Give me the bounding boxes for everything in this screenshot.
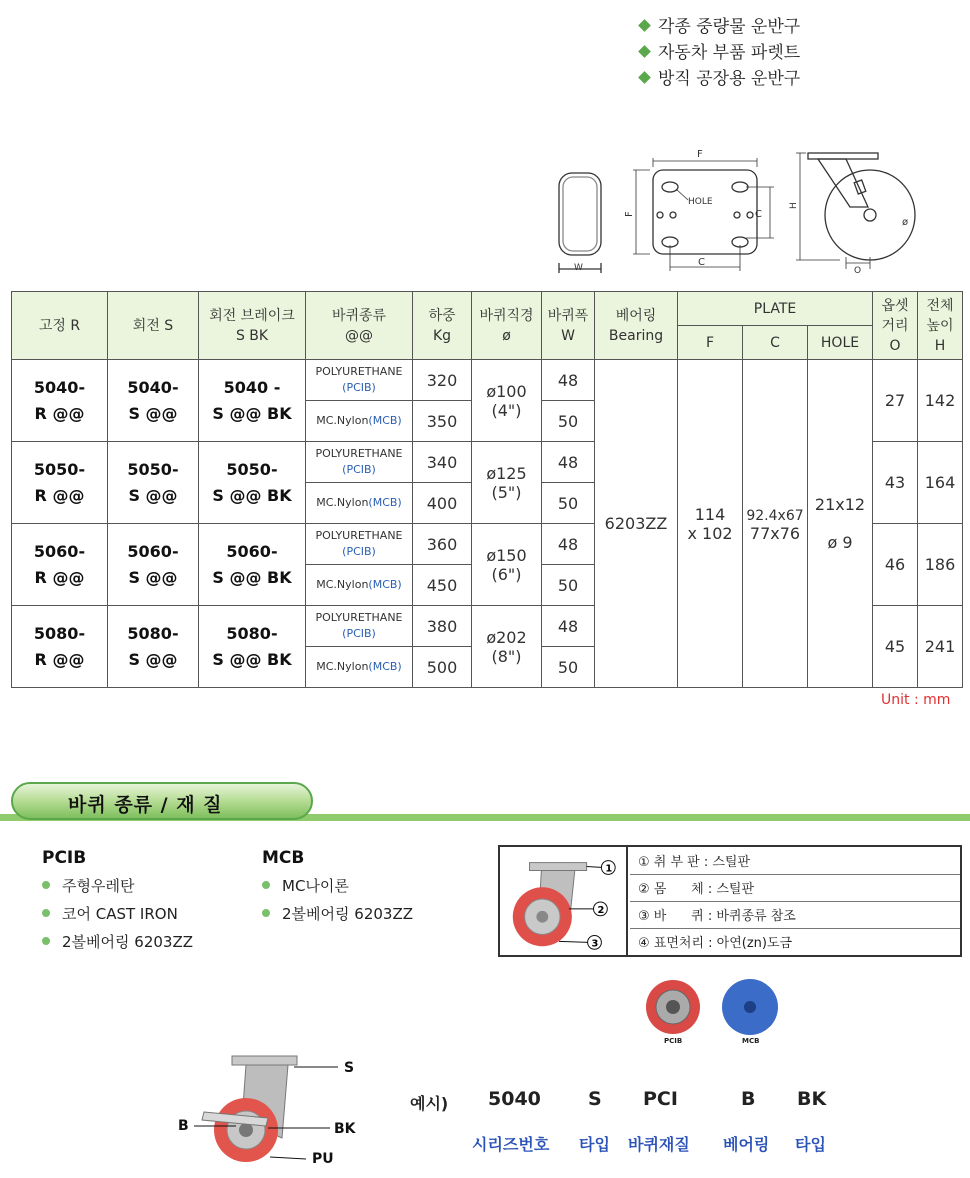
header-plate-c: C: [743, 326, 808, 360]
pcib-wheel-caption: PCIB: [664, 1037, 683, 1045]
width-value: 50: [542, 483, 595, 524]
example-label-series: 시리즈번호: [472, 1135, 550, 1154]
wheel-type-mc: MC.Nylon(MCB): [306, 565, 413, 606]
offset-value: 45: [873, 606, 918, 688]
model-brake: 5060- S @@ BK: [199, 524, 306, 606]
application-item: 각종 중량물 운반구: [640, 14, 800, 40]
wheel-type-mc: MC.Nylon(MCB): [306, 647, 413, 688]
load-value: 340: [413, 442, 472, 483]
list-item: 2볼베어링 6203ZZ: [42, 928, 193, 956]
wheel-front-view: [559, 173, 601, 273]
header-fixed: 고정 R: [12, 292, 108, 360]
width-value: 50: [542, 647, 595, 688]
table-row: ① 취 부 판 : 스틸판: [630, 847, 960, 874]
application-item: 방직 공장용 운반구: [640, 66, 800, 92]
model-brake: 5080- S @@ BK: [199, 606, 306, 688]
height-value: 142: [918, 360, 963, 442]
parts-spec-box: [498, 845, 962, 957]
offset-value: 46: [873, 524, 918, 606]
offset-value: 43: [873, 442, 918, 524]
application-item: 자동차 부품 파렛트: [640, 40, 800, 66]
caster-parts-illustration: [500, 847, 628, 955]
dim-diameter-label: ø: [902, 217, 909, 228]
brake-caster-illustration: [170, 1050, 370, 1175]
example-code-bearing: B: [741, 1088, 756, 1110]
list-item: 코어 CAST IRON: [42, 900, 193, 928]
example-label-brake-type: 타입: [795, 1135, 826, 1154]
example-prefix: 예시): [410, 1094, 449, 1113]
plate-c-value: 92.4x67 77x76: [743, 360, 808, 688]
wheel-type-pu: POLYURETHANE (PCIB): [306, 360, 413, 401]
caster-side-view: [796, 153, 915, 269]
example-code-material: PCI: [643, 1088, 678, 1110]
wheel-type-mc: MC.Nylon(MCB): [306, 401, 413, 442]
pcib-wheel-image: [646, 980, 700, 1034]
part-marker-1: 1: [605, 863, 613, 875]
load-value: 500: [413, 647, 472, 688]
dim-o-label: O: [854, 266, 862, 276]
diameter-value: ø125 (5"): [472, 442, 542, 524]
dim-c-bottom-label: C: [698, 257, 705, 268]
table-row: ④ 표면처리 : 아연(zn)도금: [638, 936, 793, 952]
model-fixed: 5080- R @@: [12, 606, 108, 688]
list-item: 2볼베어링 6203ZZ: [262, 900, 413, 928]
diameter-value: ø100 (4"): [472, 360, 542, 442]
dot-bullet-icon: [262, 909, 270, 917]
model-fixed: 5060- R @@: [12, 524, 108, 606]
dot-bullet-icon: [42, 937, 50, 945]
model-fixed: 5040- R @@: [12, 360, 108, 442]
part-marker-3: 3: [591, 938, 599, 950]
load-value: 380: [413, 606, 472, 647]
height-value: 241: [918, 606, 963, 688]
wheel-type-mc: MC.Nylon(MCB): [306, 483, 413, 524]
header-row: [12, 292, 963, 326]
diamond-bullet-icon: [638, 45, 651, 58]
load-value: 450: [413, 565, 472, 606]
bearing-value: 6203ZZ: [595, 360, 678, 688]
model-swivel: 5060- S @@: [108, 524, 199, 606]
spec-table: [11, 291, 963, 688]
section-title: 바퀴 종류 / 재 질: [68, 794, 223, 816]
pcib-title: PCIB: [42, 848, 87, 868]
callout-b: B: [178, 1118, 189, 1134]
width-value: 50: [542, 401, 595, 442]
table-row: ② 몸 체 : 스틸판: [630, 874, 960, 901]
diameter-value: ø202 (8"): [472, 606, 542, 688]
header-plate: PLATE: [678, 292, 873, 326]
callout-pu: PU: [312, 1151, 334, 1167]
callout-s: S: [344, 1060, 355, 1076]
dot-bullet-icon: [42, 909, 50, 917]
load-value: 400: [413, 483, 472, 524]
width-value: 48: [542, 442, 595, 483]
dim-h-label: H: [789, 202, 799, 209]
wheel-type-pu: POLYURETHANE (PCIB): [306, 524, 413, 565]
model-swivel: 5050- S @@: [108, 442, 199, 524]
load-value: 360: [413, 524, 472, 565]
application-list: [640, 14, 800, 92]
example-label-bearing: 베어링: [723, 1135, 770, 1154]
header-plate-hole: HOLE: [808, 326, 873, 360]
height-value: 164: [918, 442, 963, 524]
load-value: 350: [413, 401, 472, 442]
plate-hole-value: 21x12 ø 9: [808, 360, 873, 688]
dim-hole-label: HOLE: [688, 197, 713, 207]
plate-top-view: [633, 158, 774, 271]
dim-c-side-label: C: [755, 209, 762, 220]
parts-table: [630, 847, 960, 955]
width-value: 48: [542, 360, 595, 401]
offset-value: 27: [873, 360, 918, 442]
width-value: 50: [542, 565, 595, 606]
dim-f-top-label: F: [697, 149, 703, 160]
header-offset: 옵셋 거리 O: [873, 292, 918, 360]
height-value: 186: [918, 524, 963, 606]
table-row: [12, 360, 963, 401]
header-load: 하중 Kg: [413, 292, 472, 360]
dot-bullet-icon: [42, 881, 50, 889]
diamond-bullet-icon: [638, 19, 651, 32]
model-brake: 5050- S @@ BK: [199, 442, 306, 524]
list-item: 주형우레탄: [42, 872, 193, 900]
mcb-title: MCB: [262, 848, 305, 868]
example-label-material: 바퀴재질: [628, 1135, 690, 1154]
model-swivel: 5040- S @@: [108, 360, 199, 442]
header-plate-f: F: [678, 326, 743, 360]
wheel-type-pu: POLYURETHANE (PCIB): [306, 442, 413, 483]
example-code-type: S: [588, 1088, 602, 1110]
caster-dimension-drawing: [550, 145, 930, 280]
callout-bk: BK: [334, 1121, 356, 1137]
mcb-wheel-image: [722, 979, 778, 1035]
model-brake: 5040 - S @@ BK: [199, 360, 306, 442]
unit-note: Unit : mm: [881, 692, 951, 708]
width-value: 48: [542, 606, 595, 647]
header-bearing: 베어링 Bearing: [595, 292, 678, 360]
dim-f-side-label: F: [624, 211, 635, 217]
header-wheel-type: 바퀴종류 @@: [306, 292, 413, 360]
wheel-samples: [640, 975, 790, 1050]
plate-f-value: 114 x 102: [678, 360, 743, 688]
width-value: 48: [542, 524, 595, 565]
header-swivel: 회전 S: [108, 292, 199, 360]
example-code-series: 5040: [488, 1088, 541, 1110]
example-code-brake-type: BK: [797, 1088, 827, 1110]
table-row: ③ 바 퀴 : 바퀴종류 참조: [630, 901, 960, 928]
part-marker-2: 2: [597, 904, 605, 916]
mcb-wheel-caption: MCB: [742, 1037, 760, 1045]
diamond-bullet-icon: [638, 71, 651, 84]
model-swivel: 5080- S @@: [108, 606, 199, 688]
header-height: 전체 높이 H: [918, 292, 963, 360]
load-value: 320: [413, 360, 472, 401]
wheel-type-pu: POLYURETHANE (PCIB): [306, 606, 413, 647]
diameter-value: ø150 (6"): [472, 524, 542, 606]
header-diameter: 바퀴직경 ø: [472, 292, 542, 360]
example-label-type: 타입: [579, 1135, 610, 1154]
model-fixed: 5050- R @@: [12, 442, 108, 524]
header-width: 바퀴폭 W: [542, 292, 595, 360]
pcib-features: [42, 872, 193, 956]
mcb-features: [262, 872, 413, 928]
dim-w-label: W: [574, 263, 583, 273]
dot-bullet-icon: [262, 881, 270, 889]
header-swivel-brake: 회전 브레이크 S BK: [199, 292, 306, 360]
list-item: MC나이론: [262, 872, 413, 900]
